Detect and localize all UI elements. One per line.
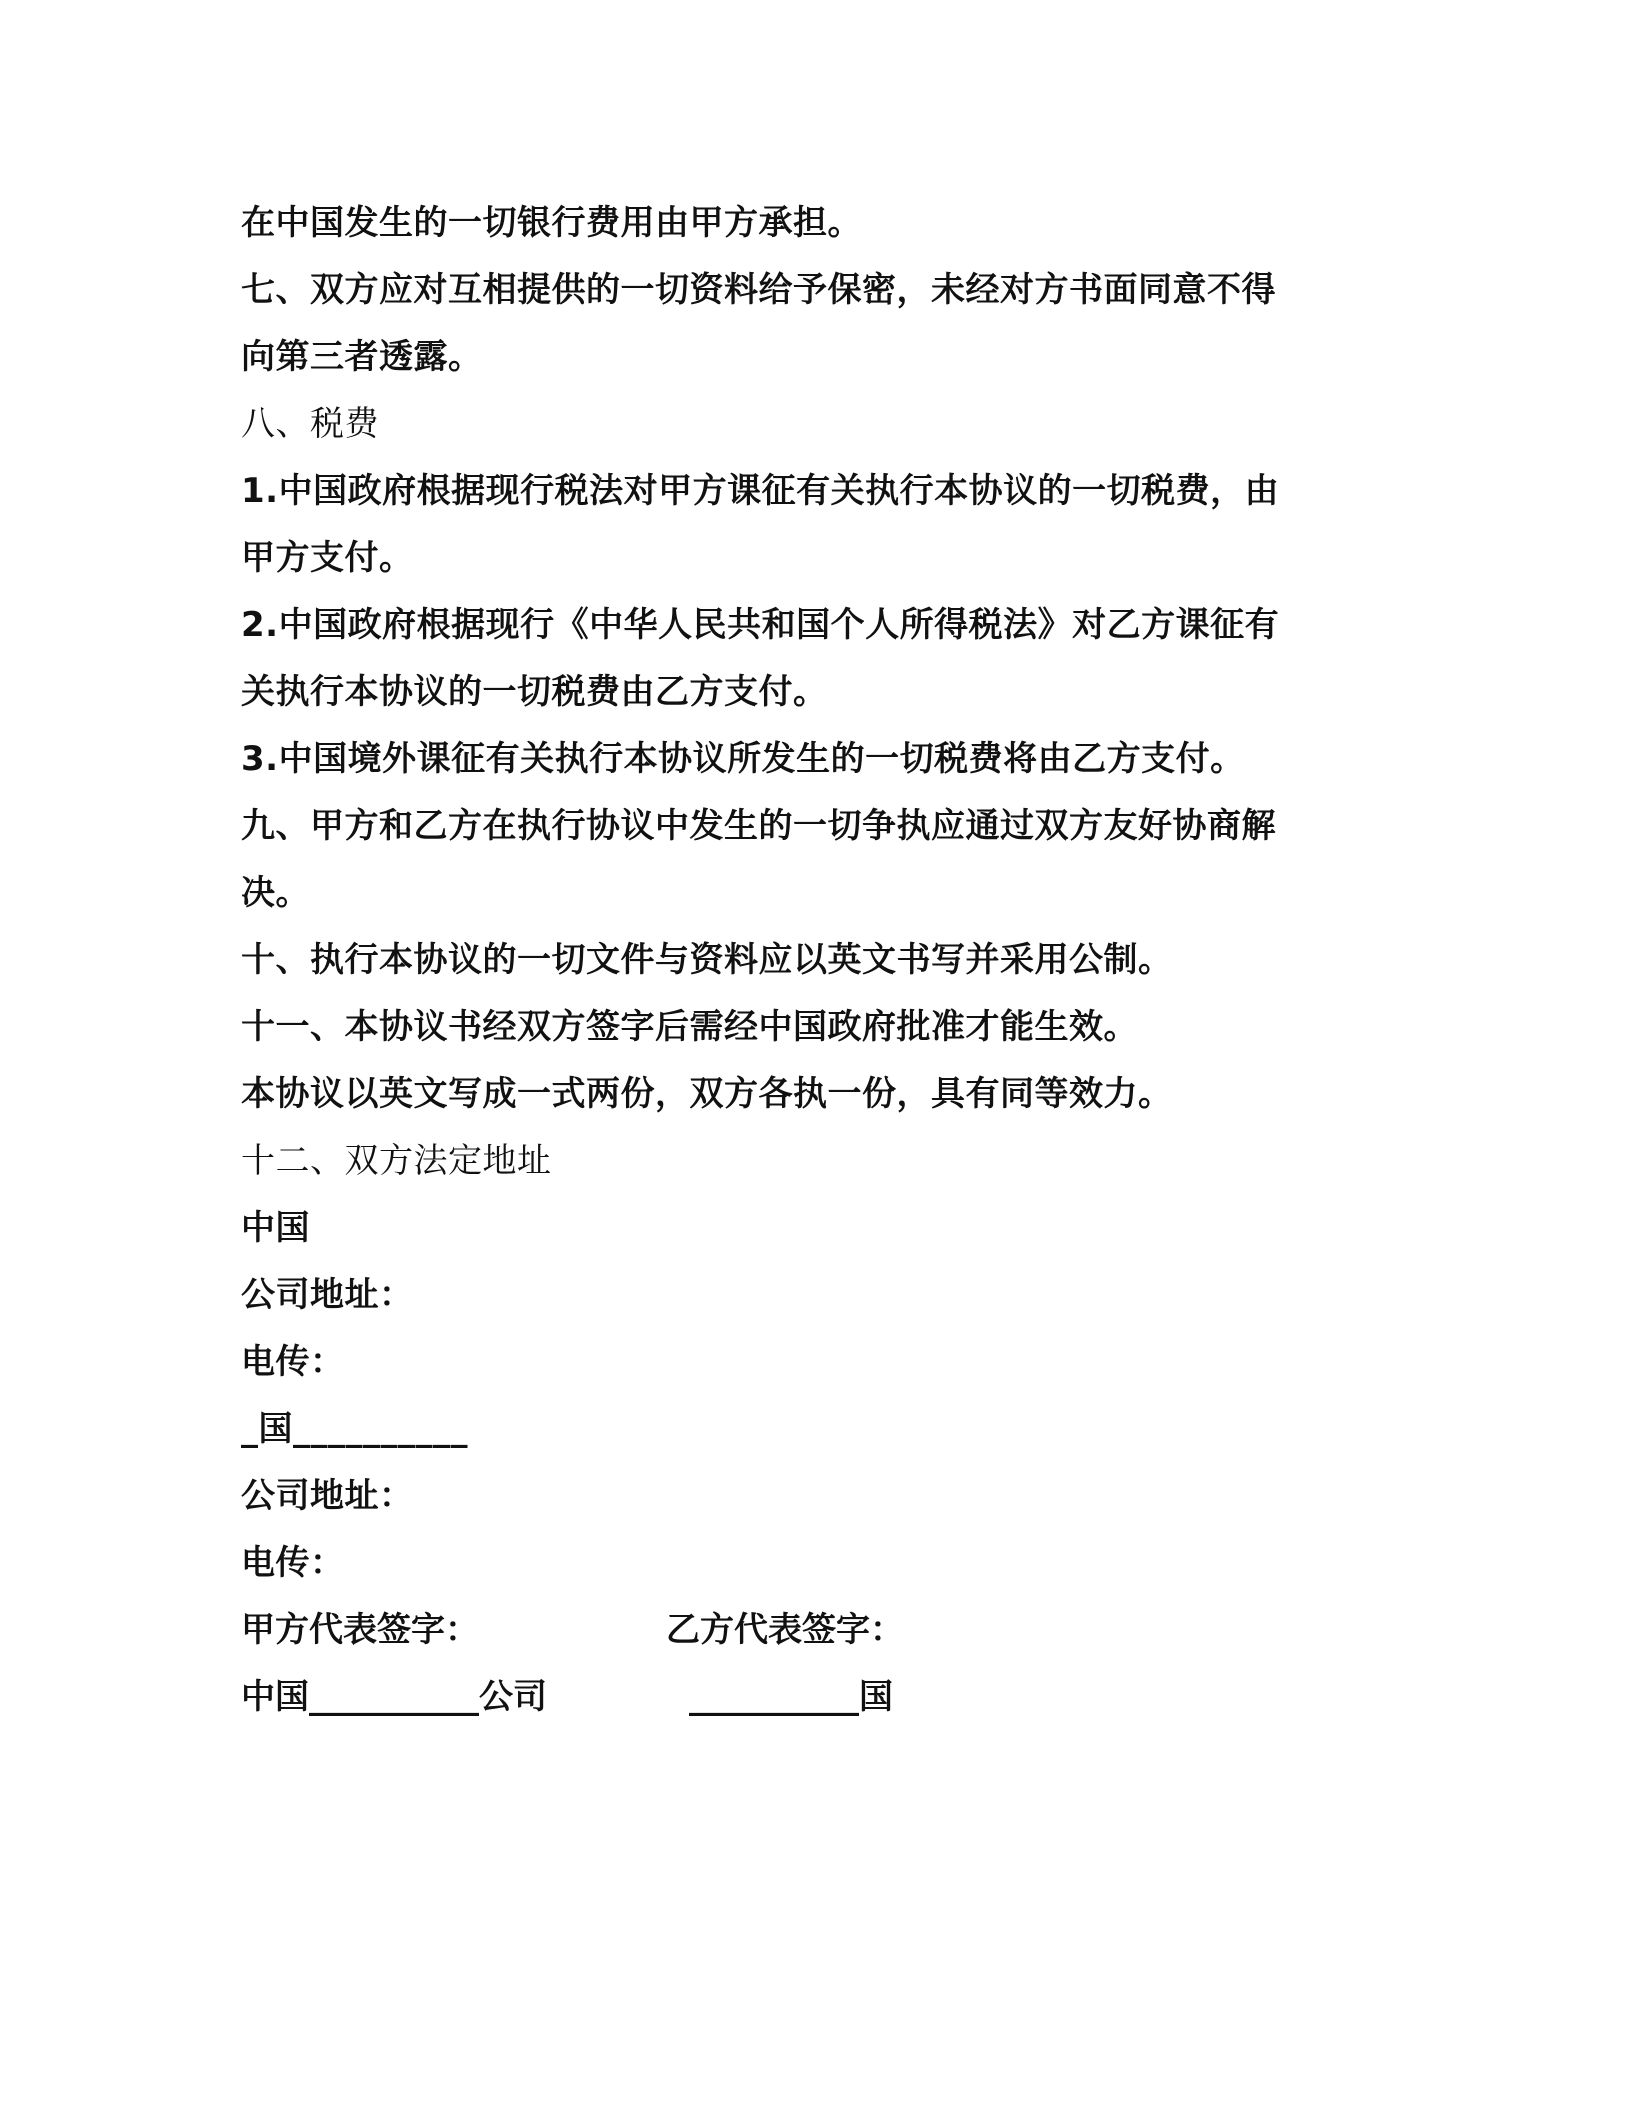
address-label: 公司地址： bbox=[241, 1476, 414, 1516]
party-a-company-field: 中国__________公司 bbox=[241, 1677, 547, 1717]
party-b-signature-label: 乙方代表签字： bbox=[666, 1610, 904, 1650]
address-country: _国__________ bbox=[241, 1409, 468, 1449]
text-line: 关执行本协议的一切税费由乙方支付。 bbox=[241, 672, 828, 712]
text-line: 七、双方应对互相提供的一切资料给予保密，未经对方书面同意不得 bbox=[241, 270, 1276, 310]
text-line: 3.中国境外课征有关执行本协议所发生的一切税费将由乙方支付。 bbox=[241, 739, 1245, 779]
party-a-signature-label: 甲方代表签字： bbox=[241, 1610, 479, 1650]
telex-label: 电传： bbox=[241, 1543, 345, 1583]
text-line: 甲方支付。 bbox=[241, 538, 414, 578]
text-line: 十、执行本协议的一切文件与资料应以英文书写并采用公制。 bbox=[241, 940, 1173, 980]
signature-labels-row bbox=[241, 1597, 1381, 1664]
text-line: 决。 bbox=[241, 873, 310, 913]
section-heading: 八、税费 bbox=[241, 404, 379, 444]
text-line: 九、甲方和乙方在执行协议中发生的一切争执应通过双方友好协商解 bbox=[241, 806, 1276, 846]
text-line: 1.中国政府根据现行税法对甲方课征有关执行本协议的一切税费，由 bbox=[241, 471, 1280, 511]
text-line: 向第三者透露。 bbox=[241, 337, 483, 377]
address-label: 公司地址： bbox=[241, 1275, 414, 1315]
party-b-country-field: __________国 bbox=[689, 1677, 893, 1717]
signature-names-row bbox=[241, 1664, 1381, 1731]
text-line: 十一、本协议书经双方签字后需经中国政府批准才能生效。 bbox=[241, 1007, 1138, 1047]
text-line: 本协议以英文写成一式两份，双方各执一份，具有同等效力。 bbox=[241, 1074, 1173, 1114]
text-line: 2.中国政府根据现行《中华人民共和国个人所得税法》对乙方课征有 bbox=[241, 605, 1280, 645]
text-line: 在中国发生的一切银行费用由甲方承担。 bbox=[241, 203, 862, 243]
address-country: 中国 bbox=[241, 1208, 310, 1248]
telex-label: 电传： bbox=[241, 1342, 345, 1382]
section-heading: 十二、双方法定地址 bbox=[241, 1141, 552, 1181]
document-page bbox=[241, 190, 1381, 1731]
